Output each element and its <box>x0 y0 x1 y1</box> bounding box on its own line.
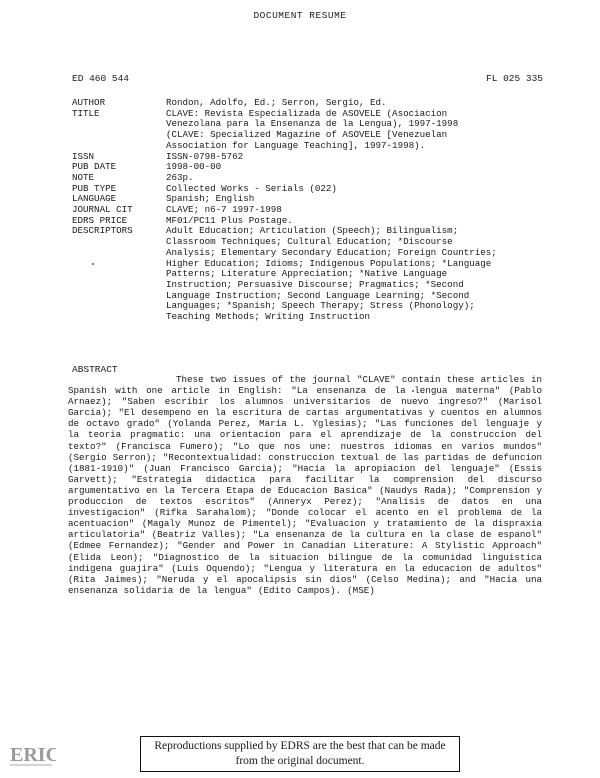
field-value: 263p. <box>166 171 194 183</box>
field-label: LANGUAGE <box>72 193 117 205</box>
eric-logo-text: ERIC <box>10 744 56 766</box>
field-value: Rondon, Adolfo, Ed.; Serron, Sergio, Ed. <box>166 97 387 108</box>
field-label: NOTE <box>72 171 95 183</box>
field-value: CLAVE: Revista Especializada de ASOVELE (Asociacion Venezolana para la Ensenanza de la Lengua), 1997-1998 (CLAVE: Specialized Magazine of ASOVELE [Venezuelan Association for Language Teaching], 1997-1998). <box>166 107 459 151</box>
field-value: Spanish; English <box>166 193 255 205</box>
fl-number: FL 025 335 <box>486 73 544 84</box>
eric-logo <box>8 740 56 770</box>
metadata-fields <box>72 98 542 323</box>
field-pub-date <box>72 162 542 173</box>
field-label: EDRS PRICE <box>72 214 128 226</box>
field-label: ISSN <box>72 150 95 162</box>
field-title <box>72 109 542 152</box>
field-label: DESCRIPTORS <box>72 225 133 237</box>
notice-line-2: from the original document. <box>235 755 365 767</box>
reproduction-notice <box>140 736 460 772</box>
document-title: DOCUMENT RESUME <box>253 10 347 21</box>
field-label: PUB DATE <box>72 161 117 173</box>
field-value: ISSN-0798-5762 <box>166 150 244 162</box>
field-value: Collected Works - Serials (022) <box>166 182 337 194</box>
ed-number: ED 460 544 <box>72 73 130 84</box>
field-language <box>72 194 542 205</box>
abstract-text: These two issues of the journal "CLAVE" contain these articles in Spanish with one article in English: "La ensenanza de la lengua materna" (Pablo Arnaez); "Saben escribir los alumnos universitarios de nuevo ingreso?" (Marisol Garcia); "El desempeno en la escritura de cartas argumentativas y cuentos en alumnos de octavo grado" (Yolanda Perez, Maria L. Yglesias); "Las funciones del lenguaje y la teoria pragmatic: una orientacion para el aprendizaje de la construccion del texto?" (Francisca Fumero); "Lo que nos une: nuestros idiomas en varios mundos" (Sergio Serron); "Recontextualidad: construccion textual de las partidas de defuncion (1881-1910)" (Juan Francisco Garcia); "Hacia la apropiacion del lenguaje" (Essis Garvett); "Estrategia didactica para facilitar la comprension del discurso argumentativo en la Tercera Etapa de Educacion Basica" (Naudys Rada); "Comprension y produccion de textos escritos" (Anneryx Perez); "Analisis de datos en una investigacion" (Rifka Sarahalom); "Donde colocar el acento en el problema de la acentuacion" (Magaly Munoz de Pimentel); "Evaluacion y tratamiento de la dispraxia articulatoria" (Beatriz Valles); "La ensenanza de la cultura en la clase de espanol" (Edmee Fernandez); "Gender and Power in Canadian Literature: A Stylistic Approach" (Elida Leon); "Diagnostico de la situacion bilingue de la comunidad linguistica indigena guajira" (Luis Oquendo); "Lengua y literatura en la educacion de adultos" (Rita Jaimes); "Neruda y el apocalipsis sin dios" (Celso Medina); and "Hacia una ensenanza solidaria de la lengua" (Edito Campos). (MSE) <box>68 374 542 596</box>
field-label: JOURNAL CIT <box>72 204 133 216</box>
eric-logo-mark <box>8 740 56 770</box>
field-label: TITLE <box>72 107 100 119</box>
field-descriptors <box>72 226 542 322</box>
field-journal-cit <box>72 205 542 216</box>
field-pub-type <box>72 184 542 195</box>
notice-line-1: Reproductions supplied by EDRS are the best that can be made <box>154 740 446 752</box>
field-value: Adult Education; Articulation (Speech); Bilingualism; Classroom Techniques; Cultural Education; *Discourse Analysis; Elementary Secondary Education; Foreign Countries; Higher Education; Idioms; Indigenous Populations; *Language Patterns; Literature Appreciation; *Native Language Instruction; Persuasive Discourse; Pragmatics; *Second Language Instruction; Second Language Learning; *Second Languages; *Spanish; Speech Therapy; Stress (Phonology); Teaching Methods; Writing Instruction <box>166 225 497 323</box>
scan-speck <box>92 263 94 265</box>
abstract-label: ABSTRACT <box>72 364 118 375</box>
field-value: CLAVE; n6-7 1997-1998 <box>166 204 282 216</box>
field-value: 1998-00-00 <box>166 161 222 173</box>
field-label: AUTHOR <box>72 97 106 108</box>
field-value: MF01/PC11 Plus Postage. <box>166 214 293 226</box>
field-issn <box>72 152 542 163</box>
field-label: PUB TYPE <box>72 182 117 194</box>
